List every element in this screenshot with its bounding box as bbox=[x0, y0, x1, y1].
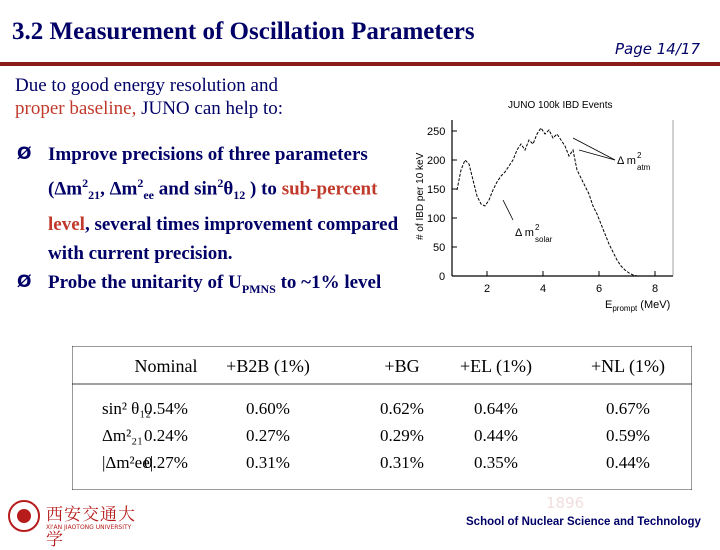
b1-sub4: 12 bbox=[233, 188, 246, 203]
y-tick-label: 150 bbox=[427, 184, 446, 196]
y-tick-label: 250 bbox=[427, 126, 446, 138]
annotation-atm bbox=[573, 138, 651, 172]
table-cell: 0.27% bbox=[246, 426, 290, 445]
b1-sup1: 2 bbox=[82, 176, 89, 190]
b1-text4: θ bbox=[223, 178, 234, 200]
svg-text:Δ m: Δ m bbox=[617, 155, 636, 167]
table-cell: 0.59% bbox=[606, 426, 650, 445]
logo-english: XI'AN JIAOTONG UNIVERSITY bbox=[46, 524, 132, 531]
slide-title: 3.2 Measurement of Oscillation Parameters bbox=[12, 18, 475, 45]
table-cell: 0.44% bbox=[474, 426, 518, 445]
table-header-cell: +B2B (1%) bbox=[226, 356, 310, 376]
intro-line1-b: and bbox=[245, 75, 278, 96]
table-cell: 0.31% bbox=[380, 453, 424, 472]
table-cell: 0.62% bbox=[380, 399, 424, 418]
svg-text:Δ m: Δ m bbox=[515, 227, 534, 239]
svg-text:solar: solar bbox=[535, 235, 553, 244]
b1-sup3: 2 bbox=[217, 176, 224, 190]
b2-text1: Probe the unitarity of U bbox=[48, 272, 242, 294]
watermark: 1896 bbox=[546, 494, 585, 512]
table-cell: 0.31% bbox=[246, 453, 290, 472]
b1-text3: and sin bbox=[153, 178, 218, 200]
y-tick-label: 0 bbox=[439, 271, 446, 283]
b1-sub-percent: sub-percent level bbox=[48, 178, 378, 236]
plot-frame bbox=[452, 120, 673, 276]
b2-sub: PMNS bbox=[241, 281, 276, 296]
logo-chinese: 西安交通大学 bbox=[46, 505, 136, 550]
x-tick-label: 8 bbox=[652, 283, 659, 295]
y-tick-label: 200 bbox=[427, 155, 446, 167]
intro-line2-a: proper baseline, bbox=[15, 98, 137, 119]
table-header-cell: +EL (1%) bbox=[460, 356, 532, 376]
table-cell: 0.60% bbox=[246, 399, 290, 418]
b2-text2: to ~1% level bbox=[275, 272, 382, 294]
table-cell: 0.67% bbox=[606, 399, 650, 418]
table-row-param: sin² θ₁₂ bbox=[102, 399, 152, 418]
school-name: School of Nuclear Science and Technology bbox=[466, 516, 701, 528]
intro-line1-a: Due to good energy resolution bbox=[15, 75, 246, 96]
table-row-param: Δm²₂₁ bbox=[102, 426, 144, 445]
bullet-precision bbox=[17, 140, 402, 268]
spectrum-plot bbox=[405, 90, 715, 330]
x-tick-label: 6 bbox=[596, 283, 603, 295]
annotation-solar bbox=[503, 200, 553, 244]
bullet-list bbox=[17, 140, 402, 304]
table-cell: 0.35% bbox=[474, 453, 518, 472]
intro-text bbox=[15, 74, 395, 120]
intro-line2-b: JUNO can help to: bbox=[136, 98, 284, 119]
b1-sub1: 21 bbox=[88, 188, 101, 203]
table-row-param: |Δm²ee| bbox=[102, 453, 154, 472]
b1-text6: , several times improvement compared with current precision. bbox=[48, 214, 399, 265]
b1-text2: , Δm bbox=[100, 178, 138, 200]
spectrum-curve bbox=[457, 128, 637, 276]
bullet-unitarity bbox=[17, 268, 402, 304]
svg-text:2: 2 bbox=[637, 151, 642, 160]
svg-text:2: 2 bbox=[535, 223, 540, 232]
table-cell: 0.24% bbox=[144, 426, 188, 445]
y-axis-label: # of IBD per 10 keV bbox=[415, 152, 426, 240]
b1-text5: ) to bbox=[245, 178, 282, 200]
bullet-arrow-icon: Ø bbox=[17, 144, 32, 164]
x-tick-label: 4 bbox=[540, 283, 547, 295]
y-tick-label: 100 bbox=[427, 213, 446, 225]
university-logo bbox=[8, 498, 148, 550]
x-tick-label: 2 bbox=[484, 283, 491, 295]
plot-title: JUNO 100k IBD Events bbox=[508, 100, 613, 111]
table-cell: 0.29% bbox=[380, 426, 424, 445]
table-cell: 0.44% bbox=[606, 453, 650, 472]
y-tick-label: 50 bbox=[433, 242, 446, 254]
logo-emblem-icon bbox=[8, 500, 40, 532]
title-divider bbox=[0, 62, 720, 66]
table-cell: 0.27% bbox=[144, 453, 188, 472]
b1-text1: Improve precisions of three parameters (Δm bbox=[48, 144, 368, 200]
bullet-arrow-icon: Ø bbox=[17, 272, 32, 293]
page-number: Page 14/17 bbox=[615, 40, 700, 58]
b1-sup2: 2 bbox=[137, 176, 144, 190]
x-axis-label: $E_{prompt}$ (MeV) bbox=[605, 299, 671, 313]
table-cell: 0.54% bbox=[144, 399, 188, 418]
precision-table bbox=[72, 346, 692, 490]
table-header-cell: +NL (1%) bbox=[591, 356, 665, 376]
svg-text:atm: atm bbox=[637, 163, 651, 172]
table-header-cell: +BG bbox=[384, 356, 420, 376]
table-cell: 0.64% bbox=[474, 399, 518, 418]
b1-sub2: ee bbox=[143, 188, 154, 203]
table-header-cell: Nominal bbox=[134, 356, 198, 376]
